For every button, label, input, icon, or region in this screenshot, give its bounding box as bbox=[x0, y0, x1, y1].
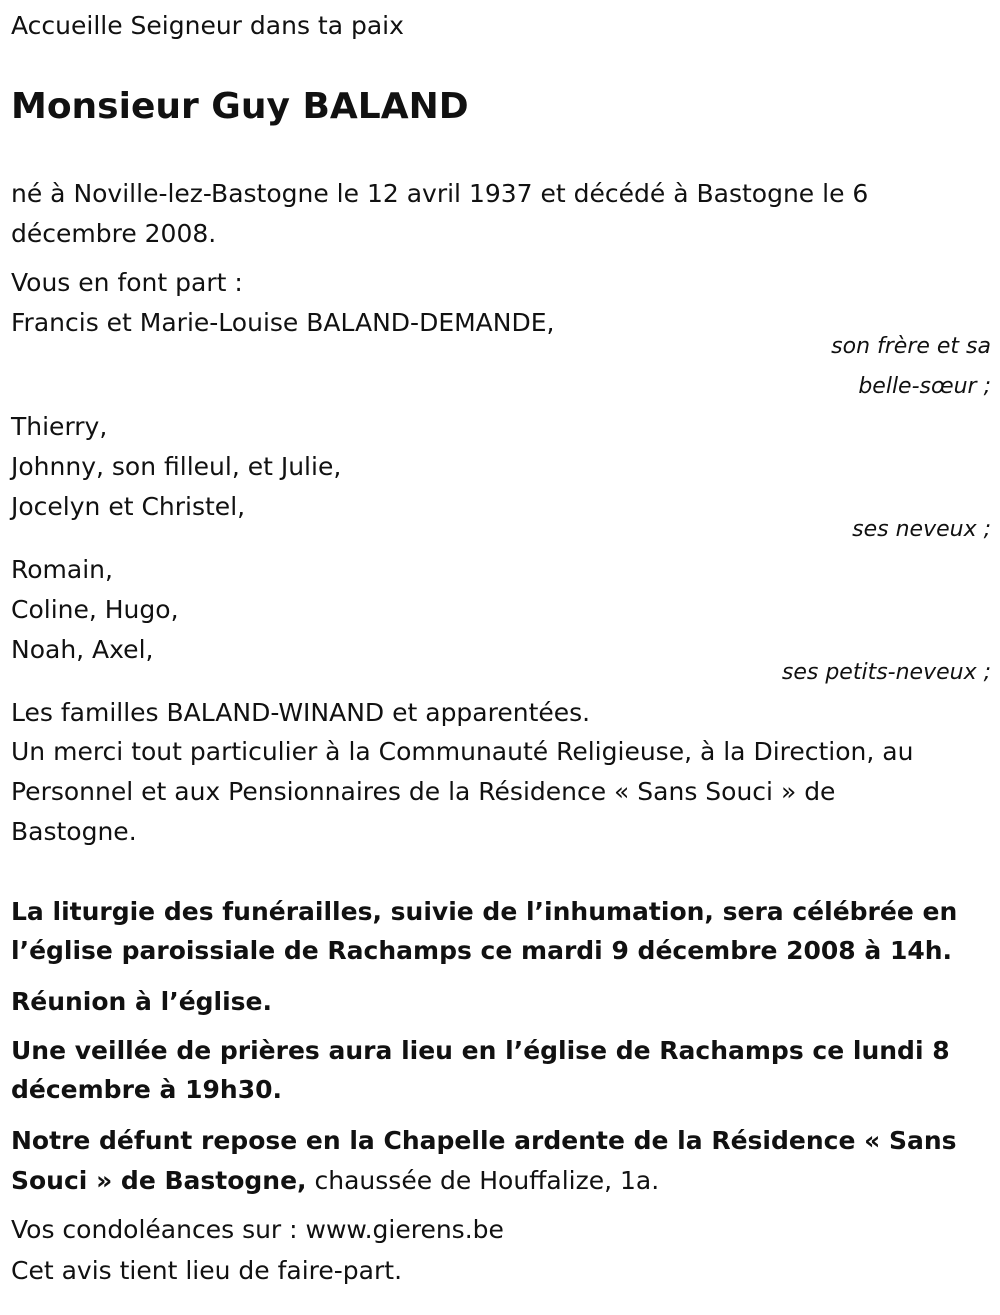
sibling-names: Francis et Marie-Louise BALAND-DEMANDE, bbox=[11, 308, 555, 337]
vigil-line-2: décembre à 19h30. bbox=[11, 1075, 283, 1104]
nephew-line: Thierry, bbox=[11, 412, 108, 441]
thanks-line-3: Bastogne. bbox=[11, 817, 137, 846]
vigil-line-1: Une veillée de prières aura lieu en l’église de Rachamps ce lundi 8 bbox=[11, 1036, 950, 1065]
announce-intro: Vous en font part : bbox=[11, 268, 243, 297]
funeral-line-1: La liturgie des funérailles, suivie de l’inhumation, sera célébrée en bbox=[11, 897, 958, 926]
grandnephews-role: ses petits-neveux ; bbox=[781, 660, 991, 685]
rest-line-1: Notre défunt repose en la Chapelle ardente de la Résidence « Sans bbox=[11, 1126, 957, 1155]
rest-line-2 bbox=[11, 1161, 659, 1201]
birth-death-line-1: né à Noville-lez-Bastogne le 12 avril 1937 et décédé à Bastogne le 6 bbox=[11, 179, 869, 208]
nephew-line: Johnny, son filleul, et Julie, bbox=[11, 452, 342, 481]
condolences-line: Vos condoléances sur : www.gierens.be bbox=[11, 1215, 504, 1244]
notice-line: Cet avis tient lieu de faire-part. bbox=[11, 1256, 403, 1285]
thanks-line-1: Un merci tout particulier à la Communauté Religieuse, à la Direction, au bbox=[11, 737, 914, 766]
sibling-role-line-2: belle-sœur ; bbox=[858, 374, 991, 399]
funeral-line-2: l’église paroissiale de Rachamps ce mardi 9 décembre 2008 à 14h. bbox=[11, 936, 953, 965]
sibling-role-line-1: son frère et sa bbox=[831, 334, 991, 359]
grandnephew-line: Noah, Axel, bbox=[11, 635, 154, 664]
nephews-role: ses neveux ; bbox=[852, 517, 991, 542]
nephew-line: Jocelyn et Christel, bbox=[11, 492, 246, 521]
header-prayer: Accueille Seigneur dans ta paix bbox=[11, 11, 404, 40]
thanks-line-2: Personnel et aux Pensionnaires de la Résidence « Sans Souci » de bbox=[11, 777, 836, 806]
rest-address: chaussée de Houffalize, 1a. bbox=[306, 1166, 660, 1195]
grandnephew-line: Romain, bbox=[11, 555, 113, 584]
grandnephew-line: Coline, Hugo, bbox=[11, 595, 179, 624]
deceased-name: Monsieur Guy BALAND bbox=[11, 86, 469, 127]
obituary-notice bbox=[11, 0, 991, 1315]
rest-place: Souci » de Bastogne, bbox=[11, 1166, 307, 1195]
meeting-line: Réunion à l’église. bbox=[11, 987, 273, 1016]
families-line: Les familles BALAND-WINAND et apparentées. bbox=[11, 698, 591, 727]
birth-death-line-2: décembre 2008. bbox=[11, 219, 217, 248]
